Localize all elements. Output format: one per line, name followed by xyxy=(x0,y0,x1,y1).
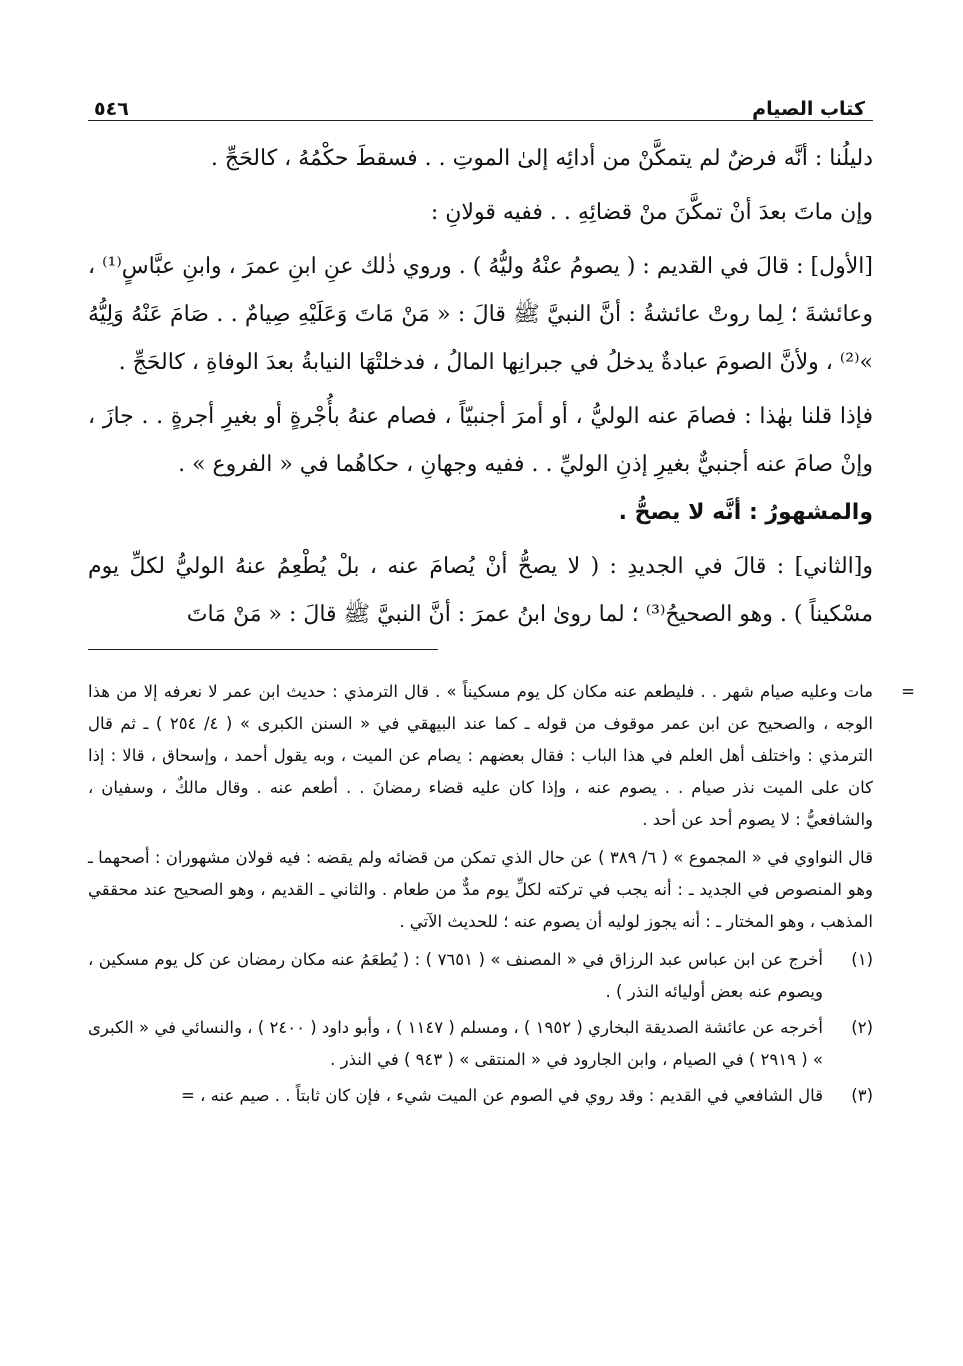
running-title: كتاب الصيام xyxy=(752,98,865,120)
footnotes xyxy=(88,676,915,1112)
paragraph-proxy-fasting xyxy=(88,393,873,537)
proxy-fasting-text: فإذا قلنا بهٰذا : فصامَ عنه الوليُّ ، أو أمرَ أجنبيّاً ، فصام عنهُ بأُجْرةٍ أو بغيرِ أجرةٍ . . جازَ ، وإنْ صامَ عنه أجنبيٌّ بغيرِ إذنِ الوليِّ . . ففيه وجهانِ ، حكاهُما في « الفروع » . xyxy=(88,404,873,477)
paragraph-first-opinion: [الأول] : قالَ في القديم : ( يصومُ عنْهُ وليُّهُ ) . وروي ذٰلك عنِ ابنِ عمرَ ، وابنِ عبَّاسٍ⁽¹⁾ ، وعائشةَ ؛ لِما روتْ عائشةُ : أنَّ النبيَّ ﷺ قالَ : « مَنْ مَاتَ وَعَلَيْهِ صِيامٌ . . صَامَ عَنْهُ وَلِيُّهُ »⁽²⁾ ، ولأنَّ الصومَ عبادةٌ يدخلُ في جبرانِها المالُ ، فدخلتْهَا النيابةُ بعدَ الوفاةِ ، كالحَجِّ . xyxy=(88,254,873,375)
footnote-list xyxy=(88,944,873,1112)
footnote-number: (٣) xyxy=(851,1086,873,1105)
well-known-opinion: والمشهورُ : أنَّه لا يصحُّ . xyxy=(618,500,873,525)
footnote-item xyxy=(88,944,873,1008)
footnote-item xyxy=(88,1012,873,1076)
main-text xyxy=(88,135,873,639)
continuation-mark: = xyxy=(901,682,915,701)
footnote-number: (١) xyxy=(851,950,873,969)
footnote-number: (٢) xyxy=(851,1018,873,1037)
footnote-item xyxy=(88,1080,873,1112)
footnote-text: أخرجه عن عائشة الصديقة البخاري ( ١٩٥٢ ) ، ومسلم ( ١١٤٧ ) ، وأبو داود ( ٢٤٠٠ ) ، والنسائي في « الكبرى » ( ٢٩١٩ ) في الصيام ، وابن الجارود في « المنتقى » ( ٩٤٣ ) في النذر . xyxy=(88,1018,824,1069)
footnote-separator xyxy=(88,649,438,650)
nawawi-quote: قال النواوي في « المجموع » ( ٦/ ٣٨٩ ) عن حال الذي تمكن من قضائه ولم يقضه : فيه قولان مشهوران : أصحهما ـ وهو المنصوص في الجديد ـ : أنه يجب في تركته لكلِّ يوم مدٌّ من طعام . والثاني ـ القديم ، وهو الصحيح عند محققي المذهب ، وهو المختار ـ : أنه يجوز لوليه أن يصوم عنه ؛ للحديث الآتي . xyxy=(88,848,873,931)
paragraph-second-opinion: و[الثاني] : قالَ في الجديدِ : ( لا يصحُّ أنْ يُصامَ عنه ، بلْ يُطْعِمُ عنهُ الوليُّ لكلِّ يوم مسْكيناً ) . وهو الصحيحُ⁽³⁾ ؛ لما روىٰ ابنُ عمرَ : أنَّ النبيَّ ﷺ قالَ : « مَنْ مَاتَ xyxy=(88,554,873,627)
footnote-text: أخرج عن ابن عباس عبد الرزاق في « المصنف » ( ٧٦٥١ ) : ( يُطعَمُ عنه مكان رمضان عن كل يوم مسكين ، ويصوم عنه بعض أوليائه النذر ) . xyxy=(88,950,823,1001)
footnote-continuation xyxy=(88,676,915,836)
continuation-text: مات وعليه صيام شهر . . فليطعم عنه مكان كل يوم مسكيناً » . قال الترمذي : حديث ابن عمر لا نعرفه إلا من هذا الوجه ، والصحيح عن ابن عمر موقوف من قوله ـ كما عند البيهقي في « السنن الكبرى » ( ٤/ ٢٥٤ ) ـ ثم قال الترمذي : واختلف أهل العلم في هذا الباب : فقال بعضهم : يصام عن الميت ، وبه يقول أحمد ، وإسحاق ، قالا : إذا كان على الميت نذر صيام . . يصوم عنه ، وإذا كان عليه قضاء رمضانَ . . أطعم عنه . وقال مالكٌ ، وسفيان ، والشافعيُّ : لا يصوم أحد عن أحد . xyxy=(88,682,873,829)
book-page xyxy=(88,78,915,1116)
paragraph-two-opinions: وإن ماتَ بعدَ أنْ تمكَّنَ منْ قضائِهِ . . ففيه قولانِ : xyxy=(430,200,873,225)
page-number: ٥٤٦ xyxy=(94,98,129,120)
footnote-text: قال الشافعي في القديم : وقد روي في الصوم عن الميت شيء ، فإن كان ثابتاً . . صيم عنه ، = xyxy=(181,1086,823,1105)
paragraph-evidence: دليلُنا : أنَّه فرضٌ لم يتمكَّنْ من أدائِه إلىٰ الموتِ . . فسقطَ حكْمُهُ ، كالحَجِّ . xyxy=(210,146,873,171)
page-header xyxy=(88,78,873,121)
